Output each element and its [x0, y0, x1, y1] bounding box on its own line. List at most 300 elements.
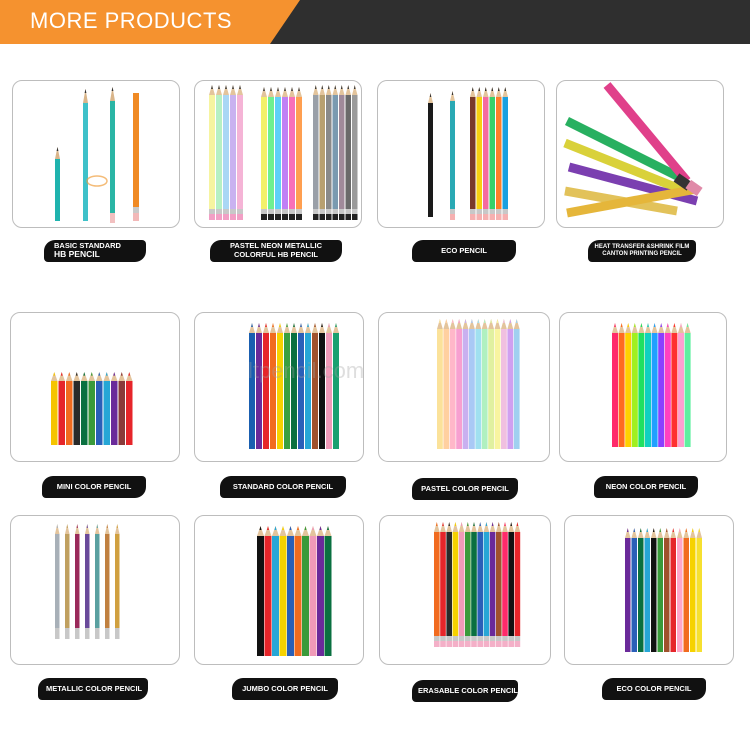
- pencil-lead: [654, 323, 656, 327]
- pencil-lead: [298, 87, 300, 91]
- product-label-line1: ERASABLE COLOR PENCIL: [418, 685, 518, 695]
- pencil-body: [319, 333, 325, 449]
- pencil-body: [282, 97, 288, 209]
- pencil-body: [488, 329, 494, 449]
- product-label-line2: CANTON PRINTING PENCIL: [602, 251, 682, 257]
- pencil-lead: [293, 323, 295, 327]
- pencil-eraser: [515, 641, 521, 647]
- pencil-lead: [698, 528, 700, 532]
- pencil-ferrule: [515, 636, 521, 641]
- pencil-body: [665, 333, 671, 447]
- product-label: [594, 476, 698, 498]
- pencil-body: [638, 538, 644, 652]
- pencil-lead: [479, 522, 481, 526]
- pencil-body: [495, 329, 501, 449]
- pencil-lead: [465, 319, 467, 323]
- pencil-ferrule: [470, 209, 476, 214]
- pencil-body: [434, 532, 440, 636]
- pencil-lead: [659, 528, 661, 532]
- pencil-lead: [452, 319, 454, 323]
- pencil-ferrule: [296, 209, 302, 214]
- product-image: [195, 313, 364, 462]
- pencil-eraser: [313, 214, 319, 220]
- pencil-body: [223, 95, 229, 209]
- pencil-ferrule: [237, 209, 243, 214]
- pencil-body: [677, 538, 683, 652]
- pencil-eraser: [275, 214, 281, 220]
- pencil-body: [483, 97, 489, 209]
- product-card-jumbo-color[interactable]: [194, 515, 364, 665]
- pencil-lead: [452, 91, 454, 95]
- pencil-lead: [477, 319, 479, 323]
- pencil-lead: [510, 522, 512, 526]
- pencil-lead: [503, 319, 505, 323]
- product-label-line1: PASTEL COLOR PENCIL: [421, 483, 509, 493]
- pencil-lead: [328, 85, 330, 89]
- pencil-body: [470, 97, 476, 209]
- pencil-lead: [436, 522, 438, 526]
- pencil-lead: [291, 87, 293, 91]
- pencil-body: [502, 532, 508, 636]
- pencil-eraser: [453, 641, 459, 647]
- pencil-ferrule: [115, 628, 120, 633]
- pencil-body: [443, 329, 449, 449]
- pencil-eraser: [496, 641, 502, 647]
- pencil-lead: [478, 87, 480, 91]
- pencil-body: [326, 333, 332, 449]
- pencil-ferrule: [230, 209, 236, 214]
- pencil-body: [317, 536, 324, 656]
- pencil-lead: [263, 87, 265, 91]
- pencil-lead: [439, 319, 441, 323]
- pencil-body: [664, 538, 670, 652]
- product-image: [195, 516, 364, 665]
- pencil-lead: [490, 319, 492, 323]
- product-card-heat-transfer[interactable]: [556, 80, 724, 228]
- pencil-body: [287, 536, 294, 656]
- pencil-ferrule: [503, 209, 509, 214]
- product-label: [412, 478, 518, 500]
- pencil-body: [209, 95, 215, 209]
- pencil-lead: [687, 323, 689, 327]
- product-card-pastel-neon-metallic[interactable]: [194, 80, 362, 228]
- pencil-eraser: [490, 214, 496, 220]
- pencil-lead: [667, 323, 669, 327]
- product-label-line1: PASTEL NEON METALLIC: [229, 241, 323, 251]
- pencil-body: [465, 532, 471, 636]
- pencil-lead: [627, 528, 629, 532]
- pencil-body: [295, 536, 302, 656]
- pencil-body: [477, 97, 483, 209]
- pencil-ferrule: [459, 636, 465, 641]
- product-label: [210, 240, 342, 262]
- pencil-eraser: [95, 633, 100, 639]
- product-card-standard-color[interactable]: [194, 312, 364, 462]
- pencil-lead: [335, 323, 337, 327]
- pencil-body: [469, 329, 475, 449]
- pencil-lead: [448, 522, 450, 526]
- pencil-lead: [225, 85, 227, 89]
- pencil-lead: [660, 323, 662, 327]
- pencil-lead: [634, 323, 636, 327]
- pencil-body: [95, 534, 100, 628]
- pencil-ferrule: [95, 628, 100, 633]
- pencil-eraser: [289, 214, 295, 220]
- pencil-body: [475, 329, 481, 449]
- pencil-lead: [641, 323, 643, 327]
- pencil-body: [690, 538, 696, 652]
- pencil-eraser: [282, 214, 288, 220]
- pencil-ferrule: [477, 636, 483, 641]
- pencil-body: [74, 381, 81, 445]
- pencil-ferrule: [477, 209, 483, 214]
- pencil-body: [450, 101, 455, 209]
- pencil-body: [291, 333, 297, 449]
- pencil-eraser: [209, 214, 215, 220]
- pencil-body: [651, 538, 657, 652]
- pencil-body: [645, 538, 651, 652]
- product-label-line1: JUMBO COLOR PENCIL: [242, 683, 328, 693]
- product-label: [42, 476, 146, 498]
- pencil-ferrule: [333, 209, 339, 214]
- pencil-body: [261, 97, 267, 209]
- pencil-eraser: [115, 633, 120, 639]
- product-card-erasable-color[interactable]: [379, 515, 551, 665]
- pencil-lead: [314, 323, 316, 327]
- pencil-lead: [674, 323, 676, 327]
- pencil-lead: [76, 372, 78, 376]
- watermark: ltpencil.com: [248, 358, 365, 383]
- pencil-lead: [473, 522, 475, 526]
- pencil-ferrule: [75, 628, 80, 633]
- pencil-body: [230, 95, 236, 209]
- pencil-body: [66, 381, 73, 445]
- pencil-lead: [77, 524, 78, 528]
- pencil-ferrule: [450, 209, 455, 214]
- pencil-body: [625, 538, 631, 652]
- product-label: [412, 680, 518, 702]
- pencil-ferrule: [446, 636, 452, 641]
- product-label-line1: METALLIC COLOR PENCIL: [46, 683, 143, 693]
- pencil-ferrule: [484, 636, 490, 641]
- pencil-body: [296, 97, 302, 209]
- pencil-eraser: [346, 214, 352, 220]
- pencil-lead: [57, 524, 58, 528]
- pencil-lead: [211, 85, 213, 89]
- pencil-body: [96, 381, 103, 445]
- pencil-lead: [485, 87, 487, 91]
- pencil-lead: [497, 319, 499, 323]
- pencil-ferrule: [261, 209, 267, 214]
- product-label-line1: STANDARD COLOR PENCIL: [232, 481, 334, 491]
- pencil-body: [277, 333, 283, 449]
- pencil-body: [477, 532, 483, 636]
- product-label-line1: ECO COLOR PENCIL: [616, 683, 692, 693]
- product-image: [557, 81, 724, 228]
- pencil-body: [289, 97, 295, 209]
- pencil-lead: [319, 526, 321, 530]
- product-card-neon-color[interactable]: [559, 312, 727, 462]
- pencil-lead: [685, 528, 687, 532]
- pencil-body: [612, 333, 618, 447]
- pencil-body: [514, 329, 520, 449]
- pencil-body: [75, 534, 80, 628]
- pencil-body: [671, 333, 677, 447]
- product-image: [379, 313, 550, 462]
- pencil-eraser: [459, 641, 465, 647]
- pencil-lead: [458, 319, 460, 323]
- pencil-body: [126, 381, 133, 445]
- pencil-ferrule: [453, 636, 459, 641]
- pencil-eraser: [326, 214, 332, 220]
- pencil-lead: [445, 319, 447, 323]
- pencil-ferrule: [289, 209, 295, 214]
- pencil-body: [313, 95, 319, 209]
- pencil-body: [471, 532, 477, 636]
- pencil-ferrule: [465, 636, 471, 641]
- pencil-ferrule: [490, 636, 496, 641]
- pencil-body: [503, 97, 509, 209]
- product-label: [44, 240, 146, 262]
- pencil-lead: [517, 522, 519, 526]
- product-image: [565, 516, 734, 665]
- page-title: MORE PRODUCTS: [30, 8, 233, 33]
- pencil-lead: [307, 323, 309, 327]
- pencil-eraser: [477, 214, 483, 220]
- pencil-body: [115, 534, 120, 628]
- pencil-ferrule: [440, 636, 446, 641]
- pencil-body: [59, 381, 66, 445]
- pencil-lead: [692, 528, 694, 532]
- pencil-body: [684, 538, 690, 652]
- pencil-body: [305, 333, 311, 449]
- pencil-lead: [498, 522, 500, 526]
- pencil-lead: [53, 372, 55, 376]
- product-label: [232, 678, 338, 700]
- product-label-line2: HB PENCIL: [54, 249, 100, 260]
- pencil-lead: [274, 526, 276, 530]
- pencil-lead: [232, 85, 234, 89]
- pencil-lead: [672, 528, 674, 532]
- pencil-eraser: [477, 641, 483, 647]
- pencil-lead: [270, 87, 272, 91]
- pencil-eraser: [261, 214, 267, 220]
- pencil-lead: [679, 528, 681, 532]
- pencil-lead: [354, 85, 356, 89]
- pencil-lead: [341, 85, 343, 89]
- pencil-eraser: [75, 633, 80, 639]
- pencil-eraser: [339, 214, 345, 220]
- pencil-lead: [627, 323, 629, 327]
- pencil-ferrule: [216, 209, 222, 214]
- pencil-body: [104, 381, 111, 445]
- pencil-eraser: [490, 641, 496, 647]
- pencil-lead: [67, 524, 68, 528]
- pencil-lead: [486, 522, 488, 526]
- pencil-lead: [97, 524, 98, 528]
- pencil-eraser: [484, 641, 490, 647]
- product-card-pastel-color[interactable]: [378, 312, 550, 462]
- pencil-body: [302, 536, 309, 656]
- pencil-ferrule: [483, 209, 489, 214]
- pencil-lead: [633, 528, 635, 532]
- pencil-lead: [347, 85, 349, 89]
- pencil-body: [463, 329, 469, 449]
- pencil-lead: [640, 528, 642, 532]
- pencil-body: [237, 95, 243, 209]
- pencil-eraser: [320, 214, 326, 220]
- product-image: [11, 516, 180, 665]
- pencil-lead: [239, 85, 241, 89]
- pencil-body: [352, 95, 358, 209]
- pencil-lead: [218, 85, 220, 89]
- pencil-body: [55, 534, 60, 628]
- pencil-eraser: [296, 214, 302, 220]
- pencil-lead: [277, 87, 279, 91]
- product-card-metallic-color[interactable]: [10, 515, 180, 665]
- pencil-eraser: [434, 641, 440, 647]
- pencil-lead: [666, 528, 668, 532]
- pencil-body: [459, 532, 465, 636]
- pencil-lead: [647, 323, 649, 327]
- pencil-lead: [107, 524, 108, 528]
- product-label-line1: ECO PENCIL: [441, 245, 487, 255]
- pencil-body: [280, 536, 287, 656]
- pencil-lead: [315, 85, 317, 89]
- pencil-body: [263, 333, 269, 449]
- pencil-body: [85, 534, 90, 628]
- pencil-eraser: [216, 214, 222, 220]
- pencil-ferrule: [496, 636, 502, 641]
- product-label-line1: HEAT TRANSFER &SHRINK FILM: [594, 244, 690, 251]
- pencil-body: [697, 538, 703, 652]
- product-card-mini-color[interactable]: [10, 312, 180, 462]
- pencil-ferrule: [85, 628, 90, 633]
- pencil-body: [632, 333, 638, 447]
- pencil-lead: [621, 323, 623, 327]
- pencil-body: [501, 329, 507, 449]
- pencil-eraser: [268, 214, 274, 220]
- pencil-lead: [251, 323, 253, 327]
- pencil-lead: [297, 526, 299, 530]
- pencil-body: [490, 532, 496, 636]
- product-label: [602, 678, 706, 700]
- pencil-lead: [442, 522, 444, 526]
- pencil-ferrule: [346, 209, 352, 214]
- pencil-body: [268, 97, 274, 209]
- product-label: [220, 476, 346, 498]
- pencil-lead: [117, 524, 118, 528]
- pencil-ferrule: [508, 636, 514, 641]
- product-card-eco-pencil[interactable]: [377, 80, 545, 228]
- pencil-lead: [321, 323, 323, 327]
- pencil-body: [446, 532, 452, 636]
- product-label-line2: COLORFUL HB PENCIL: [233, 250, 319, 259]
- product-image: [11, 313, 180, 462]
- pencil-ferrule: [490, 209, 496, 214]
- product-card-eco-color[interactable]: [564, 515, 734, 665]
- pencil-eraser: [450, 214, 455, 220]
- product-label: [412, 240, 516, 262]
- pencil-body: [105, 534, 110, 628]
- pencil-body: [119, 381, 126, 445]
- pencil-eraser: [352, 214, 358, 220]
- pencil-lead: [516, 319, 518, 323]
- pencil-body: [249, 333, 255, 449]
- pencil-body: [65, 534, 70, 628]
- pencil-body: [275, 97, 281, 209]
- pencil-ferrule: [65, 628, 70, 633]
- pencil-lead: [614, 323, 616, 327]
- pencil-body: [326, 95, 332, 209]
- pencil-body: [482, 329, 488, 449]
- pencil-lead: [259, 526, 261, 530]
- pencil-body: [325, 536, 332, 656]
- pencil-body: [678, 333, 684, 447]
- pencil-body: [515, 532, 521, 636]
- pencil-ferrule: [502, 636, 508, 641]
- pencil-lead: [504, 522, 506, 526]
- product-image: [560, 313, 727, 462]
- pencil-lead: [430, 93, 432, 97]
- pencil-lead: [646, 528, 648, 532]
- pencil-ferrule: [55, 628, 60, 633]
- pencil-eraser: [223, 214, 229, 220]
- pencil-eraser: [440, 641, 446, 647]
- pencil-lead: [106, 372, 108, 376]
- pencil-lead: [279, 323, 281, 327]
- pencil-lead: [98, 372, 100, 376]
- pencil-lead: [300, 323, 302, 327]
- pencil-body: [216, 95, 222, 209]
- pencil-body: [507, 329, 513, 449]
- pencil-body: [256, 333, 262, 449]
- pencil-eraser: [65, 633, 70, 639]
- pencil-body: [51, 381, 58, 445]
- pencil-lead: [327, 526, 329, 530]
- pencil-body: [440, 532, 446, 636]
- product-card-basic-hb[interactable]: [12, 80, 180, 228]
- pencil-body: [625, 333, 631, 447]
- pencil-body: [339, 95, 345, 209]
- pencil-body: [671, 538, 677, 652]
- pencil-lead: [121, 372, 123, 376]
- product-label-line1: NEON COLOR PENCIL: [605, 481, 687, 491]
- pencil-lead: [328, 323, 330, 327]
- product-label: [588, 240, 696, 262]
- pencil-body: [333, 95, 339, 209]
- pencil-lead: [461, 522, 463, 526]
- pencil-body: [81, 381, 88, 445]
- pencil-body: [265, 536, 272, 656]
- pencil-lead: [68, 372, 70, 376]
- pencil-lead: [304, 526, 306, 530]
- pencil-eraser: [105, 633, 110, 639]
- pencil-eraser: [237, 214, 243, 220]
- pencil-body: [320, 95, 326, 209]
- product-label-line1: MINI COLOR PENCIL: [56, 481, 132, 491]
- pencil-eraser: [470, 214, 476, 220]
- pencil-lead: [321, 85, 323, 89]
- pencil-ferrule: [320, 209, 326, 214]
- pencil-lead: [91, 372, 93, 376]
- pencil-ferrule: [496, 209, 502, 214]
- pencil-lead: [498, 87, 500, 91]
- pencil-ferrule: [282, 209, 288, 214]
- pencil-eraser: [230, 214, 236, 220]
- pencil-lead: [484, 319, 486, 323]
- product-label: [38, 678, 148, 700]
